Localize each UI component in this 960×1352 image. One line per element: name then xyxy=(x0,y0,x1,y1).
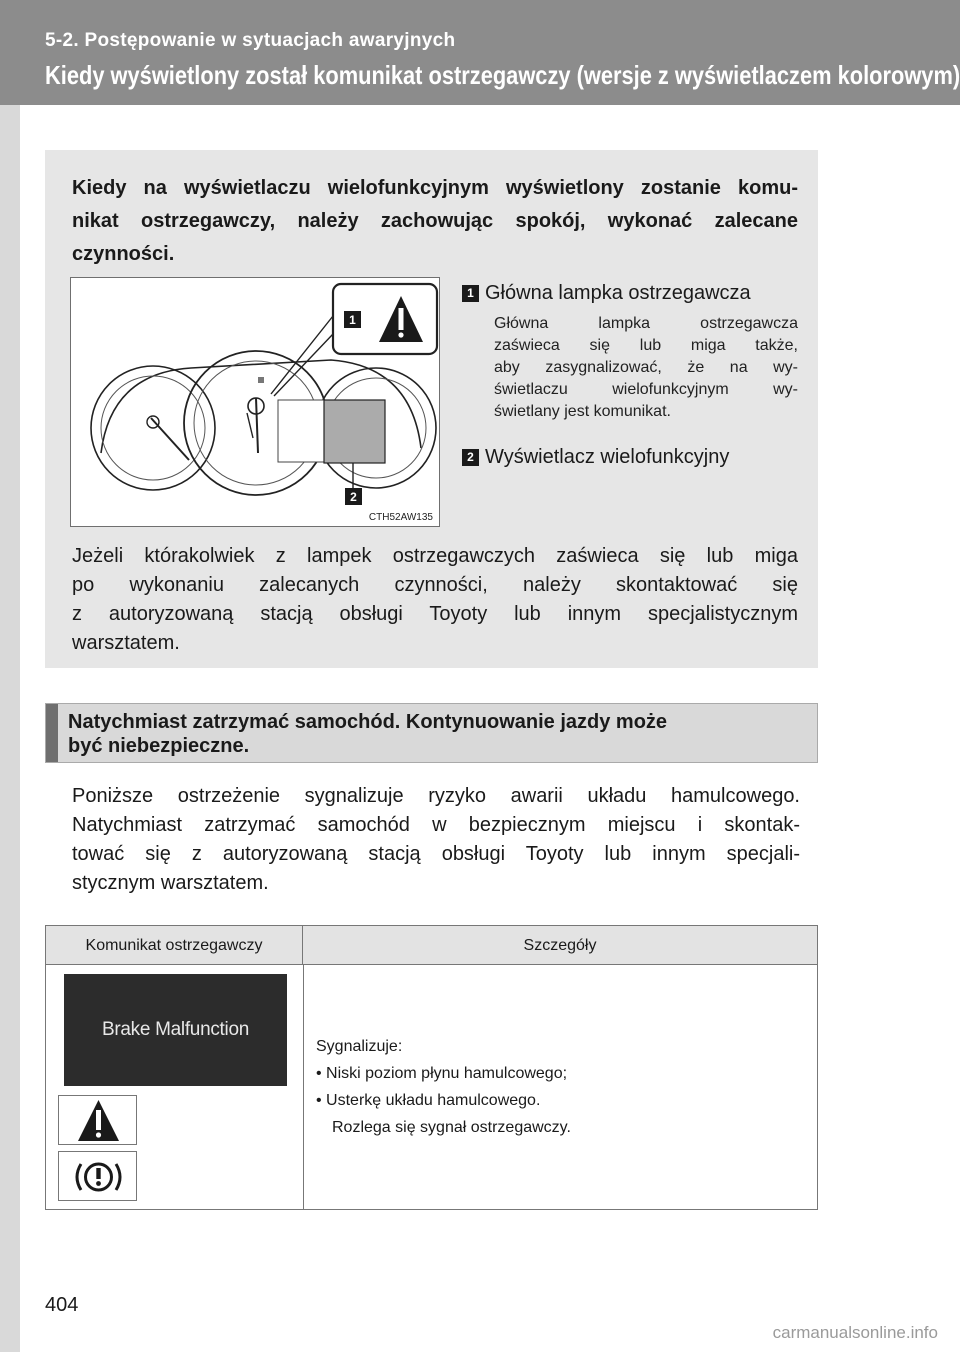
column-divider xyxy=(303,965,304,1209)
callout-master-warning xyxy=(462,282,751,305)
svg-text:2: 2 xyxy=(350,490,357,504)
details-note: Rozlega się sygnał ostrzegawczy. xyxy=(332,1119,571,1136)
callout-title: Główna lampka ostrzegawcza xyxy=(485,282,751,304)
desc-line: świetlany jest komunikat. xyxy=(494,403,671,420)
callout-description xyxy=(494,313,798,423)
intro-line: Kiedy na wyświetlaczu wielofunkcyjnym wyświetlony zostanie komu- xyxy=(72,177,798,199)
callout-title: Wyświetlacz wielofunkcyjny xyxy=(485,446,730,468)
page-number: 404 xyxy=(45,1294,79,1316)
page-title: Kiedy wyświetlony został komunikat ostrzegawczy (wersje z wyświetlaczem kolorowym) xyxy=(45,60,960,90)
callout-number: 2 xyxy=(462,449,479,466)
table-header-message: Komunikat ostrzegawczy xyxy=(46,926,303,965)
intro-text xyxy=(72,172,798,271)
watermark: carmanualsonline.info xyxy=(772,1323,938,1342)
section-label: 5-2. Postępowanie w sytuacjach awaryjnych xyxy=(45,30,456,51)
callout-multi-display xyxy=(462,446,729,469)
desc-line: świetlaczu wielofunkcyjnym wy- xyxy=(494,381,798,398)
contact-line: warsztatem. xyxy=(72,632,180,654)
body-paragraph xyxy=(72,782,800,898)
para-line: stycznym warsztatem. xyxy=(72,872,269,894)
callout-number: 1 xyxy=(462,285,479,302)
contact-line: po wykonaniu zalecanych czynności, należy skontaktować się xyxy=(72,574,798,596)
details-bullet: • Niski poziom płynu hamulcowego; xyxy=(316,1065,568,1082)
desc-line: aby zasygnalizować, że na wy- xyxy=(494,359,798,376)
warning-heading xyxy=(68,710,808,758)
para-line: tować się z autoryzowaną stacją obsługi Toyoty lub innym specjali- xyxy=(72,843,800,865)
warning-triangle-icon xyxy=(58,1095,137,1145)
page-header xyxy=(0,0,960,105)
brake-malfunction-text: Brake Malfunction xyxy=(102,1019,249,1040)
svg-text:1: 1 xyxy=(349,313,356,327)
contact-line: Jeżeli którakolwiek z lampek ostrzegawczych zaświeca się lub miga xyxy=(72,545,798,567)
para-line: Natychmiast zatrzymać samochód w bezpiecznym miejscu i skontak- xyxy=(72,814,800,836)
left-margin-strip xyxy=(0,0,20,1352)
warning-table xyxy=(45,925,818,1210)
details-intro: Sygnalizuje: xyxy=(316,1038,403,1055)
intro-line: nikat ostrzegawczy, należy zachowując spokój, wykonać zalecane xyxy=(72,210,798,232)
warning-details xyxy=(316,1033,571,1141)
warning-heading-line: Natychmiast zatrzymać samochód. Kontynuowanie jazdy może xyxy=(68,711,668,733)
instrument-cluster-diagram xyxy=(70,277,440,527)
diagram-code: CTH52AW135 xyxy=(368,512,433,523)
contact-line: z autoryzowaną stacją obsługi Toyoty lub innym specjalistycznym xyxy=(72,603,798,625)
desc-line: zaświeca się lub miga także, xyxy=(494,337,798,354)
warning-heading-box xyxy=(45,703,818,763)
warning-heading-bar xyxy=(46,704,58,762)
intro-line: czynności. xyxy=(72,243,175,265)
brake-system-icon xyxy=(58,1151,137,1201)
para-line: Poniższe ostrzeżenie sygnalizuje ryzyko awarii układu hamulcowego. xyxy=(72,785,800,807)
brake-malfunction-screen xyxy=(64,974,287,1086)
table-header-details: Szczegóły xyxy=(303,926,817,965)
contact-text xyxy=(72,542,798,658)
warning-heading-line: być niebezpieczne. xyxy=(68,735,250,757)
desc-line: Główna lampka ostrzegawcza xyxy=(494,315,798,332)
details-bullet: • Usterkę układu hamulcowego. xyxy=(316,1092,541,1109)
